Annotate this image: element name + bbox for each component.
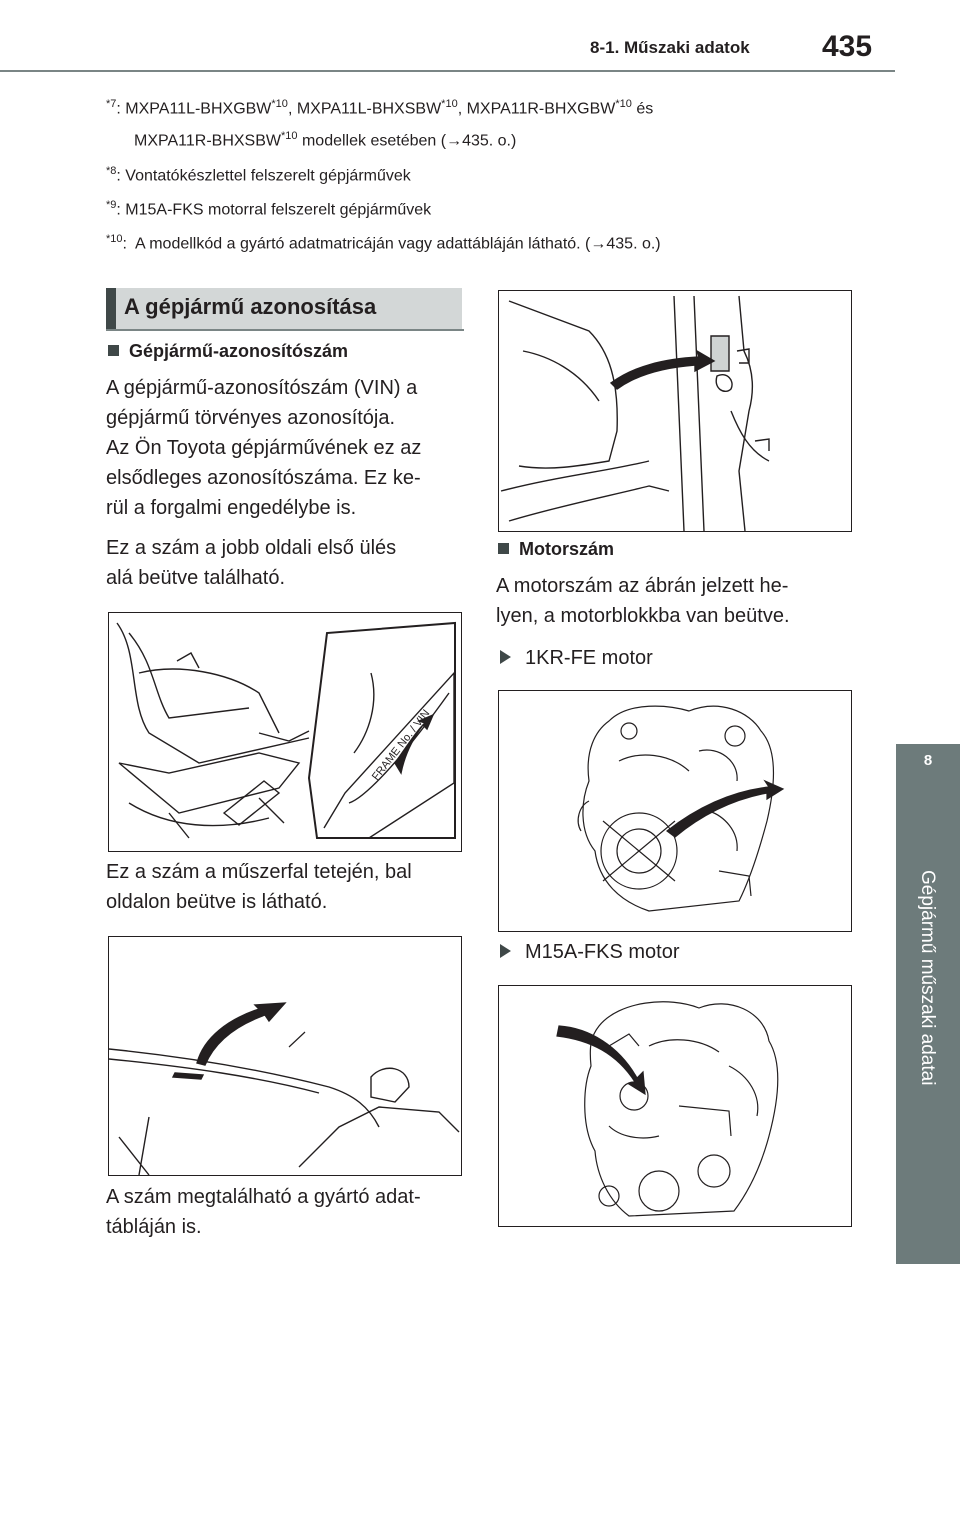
triangle-bullet-icon — [500, 944, 511, 958]
engine-heading: Motorszám — [498, 539, 614, 560]
figure-seat-vin — [108, 612, 462, 852]
vin-paragraph-1: A gépjármű-azonosítószám (VIN) a gépjármű törvényes azonosítója. Az Ön Toyota gépjárművének ez az elsődleges azonosítószáma. Ez ke- rül a forgalmi engedélybe is. — [106, 377, 422, 519]
footnote-8: $^{*8}$: Vontatókészlettel felszerelt gépjárművek — [106, 165, 411, 185]
vin-paragraph-3: Ez a szám a műszerfal tetején, bal oldalon beütve is látható. — [106, 861, 412, 913]
square-bullet-icon — [498, 543, 509, 554]
engine-bullet-1kr: 1KR-FE motor — [500, 643, 653, 673]
figure-dashboard-vin — [108, 936, 462, 1176]
page-number: 435 — [822, 30, 873, 63]
vin-heading: Gépjármű-azonosítószám — [108, 341, 348, 362]
footnote-9: $^{*9}$: M15A-FKS motorral felszerelt gépjárművek — [106, 199, 432, 219]
figure-pillar-vin — [498, 290, 852, 532]
footnote-10: $^{*10}$: A modellkód a gyártó adatmatricáján vagy adattábláján látható. (→435. o.) — [106, 233, 661, 253]
vin-plate-text: FRAME No. / VIN — [369, 707, 433, 783]
header-rule — [0, 70, 895, 72]
section-title-bar — [106, 288, 116, 330]
vin-paragraph-4: A szám megtalálható a gyártó adat- tábláján is. — [106, 1186, 421, 1238]
triangle-bullet-icon — [500, 650, 511, 664]
section-header: 8-1. Műszaki adatok — [590, 38, 750, 57]
section-title-rule — [106, 329, 464, 331]
square-bullet-icon — [108, 345, 119, 356]
footnote-7: $^{*7}$: MXPA11L-BHXGBW$^{*10}$, MXPA11L-BHXSBW$^{*10}$, MXPA11R-BHXGBW$^{*10}$ és — [106, 98, 654, 118]
section-title: A gépjármű azonosítása — [124, 294, 377, 319]
chapter-number: 8 — [923, 752, 933, 769]
chapter-label-text: Gépjármű műszaki adatai — [917, 870, 938, 1086]
footnote-mark: *7 — [106, 98, 117, 110]
engine-paragraph: A motorszám az ábrán jelzett he- lyen, a motorblokkba van beütve. — [496, 575, 790, 627]
engine-bullet-m15a: M15A-FKS motor — [500, 937, 679, 967]
chapter-label — [910, 870, 948, 1530]
footnote-7-cont: MXPA11R-BHXSBW$^{*10}$ modellek esetében (→435. o.) — [134, 130, 517, 150]
figure-engine-m15a — [498, 985, 852, 1227]
vin-paragraph-2: Ez a szám a jobb oldali első ülés alá beütve található. — [106, 537, 397, 589]
figure-engine-1kr — [498, 690, 852, 932]
